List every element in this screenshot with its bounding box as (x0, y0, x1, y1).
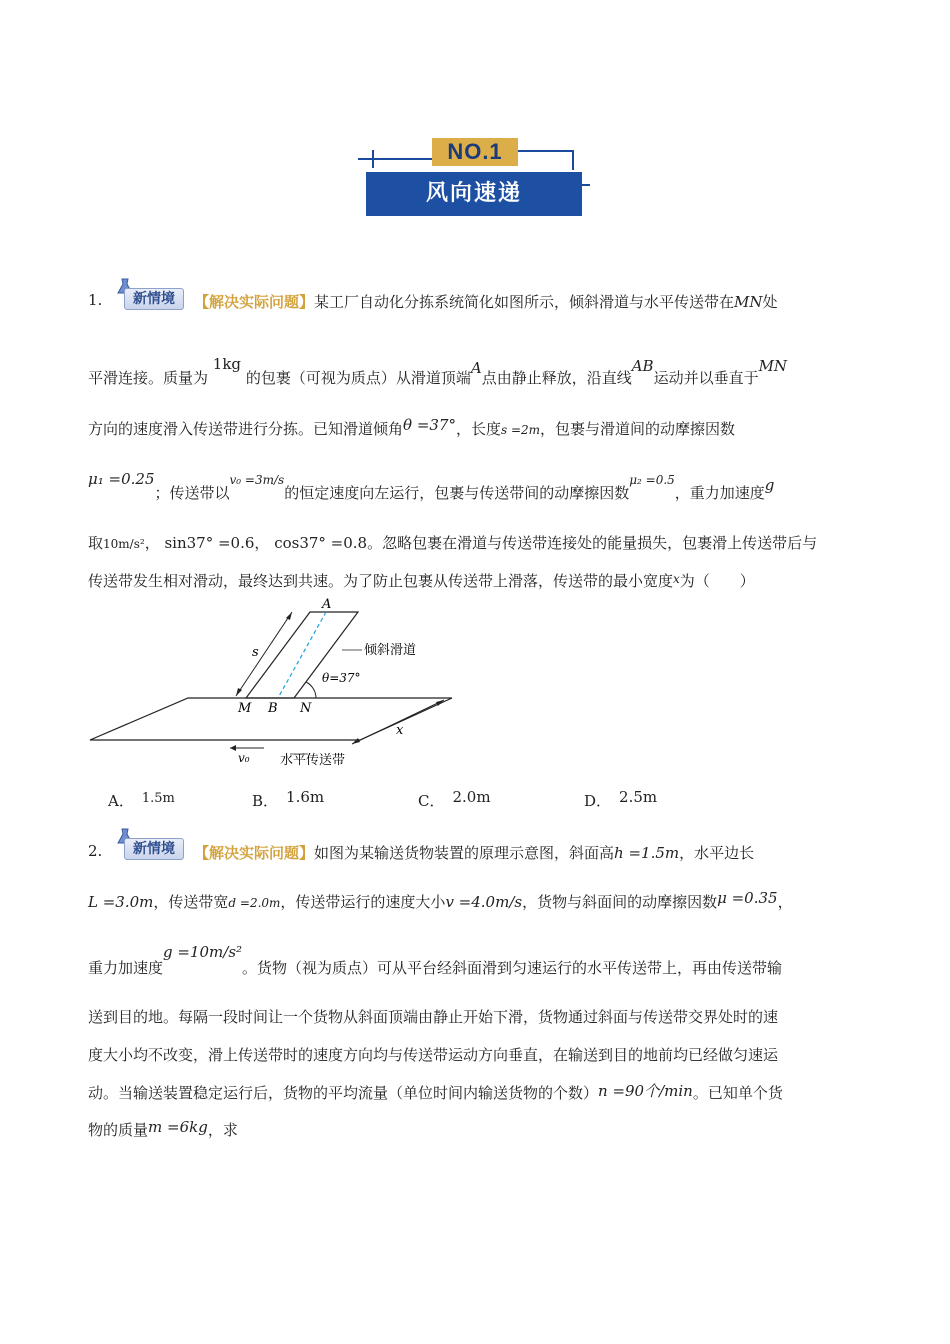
question-text-line (194, 291, 778, 312)
question-text: ，重力加速度 (674, 484, 765, 502)
question-text: 某工厂自动化分拣系统简化如图所示，倾斜滑道与水平传送带在 (314, 293, 735, 311)
question-text: ，水平边长 (679, 844, 755, 862)
math-value: sin37° =0.6 (164, 534, 255, 552)
question-text: 平滑连接。质量为 (88, 369, 209, 387)
badge-line (582, 184, 590, 186)
question-text: 为（ ） (679, 572, 755, 590)
new-context-label: 新情境 (124, 288, 184, 310)
question-text-line (88, 355, 788, 388)
option-letter: B． (252, 792, 279, 810)
math-value: s =2m (501, 423, 541, 437)
badge-line (372, 150, 374, 168)
question-text-line (88, 1119, 238, 1140)
angle-arc (306, 682, 316, 698)
math-value: n =90个/min (598, 1082, 693, 1100)
math-value: μ₁ =0.25 (88, 470, 155, 488)
section-badge (358, 136, 590, 220)
question-text-line (88, 468, 775, 502)
math-value: m =6kg (148, 1118, 208, 1136)
math-symbol: AB (631, 357, 654, 375)
question-tag: 【解决实际问题】 (194, 293, 315, 311)
option-value: 1.5m (141, 791, 175, 806)
question-text: 动。当输送装置稳定运行后，货物的平均流量（单位时间内输送货物的个数） (88, 1084, 599, 1102)
label-a: A (322, 597, 332, 612)
belt-label: 水平传送带 (280, 753, 346, 768)
conveyor-diagram (80, 596, 470, 776)
question-text: 如图为某输送货物装置的原理示意图，斜面高 (314, 844, 615, 862)
badge-line (572, 150, 574, 170)
question-text: 的恒定速度向左运行，包裹与传送带间的动摩擦因数 (284, 484, 630, 502)
math-value: cos37° =0.8 (274, 534, 368, 552)
question-text-line: 取10m/s²， sin37° =0.6， cos37° =0.8。忽略包裹在滑道与传送带连接处的能量损失，包裹滑上传送带后与 (88, 534, 818, 552)
question-text: 传送带发生相对滑动，最终达到共速。为了防止包裹从传送带上滑落，传送带的最小宽度 (88, 572, 674, 590)
math-value: v₀ =3m/s (229, 473, 285, 487)
option-value: 2.0m (452, 788, 491, 806)
question-text-line (88, 891, 793, 912)
question-text: 方向的速度滑入传送带进行分拣。已知滑道倾角 (88, 420, 404, 438)
arrow-head (230, 745, 236, 751)
math-value: d =2.0m (228, 896, 281, 910)
question-text: 点由静止释放，沿直线 (481, 369, 632, 387)
label-m: M (238, 701, 252, 716)
math-symbol: x (673, 572, 680, 586)
option-letter: D． (584, 792, 612, 810)
option-b[interactable] (252, 790, 324, 811)
question-tag: 【解决实际问题】 (194, 844, 315, 862)
arrow-head (352, 738, 360, 744)
math-value: v =4.0m/s (445, 893, 523, 911)
question-text: ，长度 (455, 420, 501, 438)
question-text: 重力加速度 (88, 959, 164, 977)
label-x: x (396, 723, 404, 738)
question-text-line (194, 842, 754, 863)
option-value: 1.6m (286, 788, 325, 806)
question-text: 运动并以垂直于 (653, 369, 759, 387)
question-text: ，货物与斜面间的动摩擦因数 (522, 893, 718, 911)
label-n: N (300, 701, 312, 716)
question-text-line (88, 1082, 783, 1103)
question-text-line: 度大小均不改变，滑上传送带时的速度方向均与传送带运动方向垂直，在输送到目的地前均已经做匀速运 (88, 1046, 779, 1064)
math-symbol: A (470, 359, 482, 377)
path-ab-line (278, 612, 326, 698)
option-value: 2.5m (619, 788, 658, 806)
badge-line (518, 150, 574, 152)
question-text: ， (777, 893, 793, 911)
math-value: L =3.0m (88, 893, 154, 911)
badge-line (358, 158, 432, 160)
math-value: μ₂ =0.5 (629, 473, 675, 487)
question-number: 2. (88, 842, 103, 860)
question-text: ，传送带运行的速度大小 (280, 893, 446, 911)
math-symbol: MN (758, 357, 788, 375)
length-arrow (236, 612, 292, 696)
question-text: 。忽略包裹在滑道与传送带连接处的能量损失，包裹滑上传送带后与 (367, 534, 818, 552)
new-context-label: 新情境 (124, 838, 184, 860)
badge-number: NO.1 (432, 138, 518, 166)
question-text-line (88, 943, 783, 978)
label-b: B (268, 701, 278, 716)
math-value: g =10m/s² (163, 943, 243, 961)
math-value: θ =37° (403, 416, 456, 434)
question-text: 处 (762, 293, 778, 311)
question-text: 的包裹（可视为质点）从滑道顶端 (245, 369, 471, 387)
label-v0: v₀ (238, 751, 250, 765)
option-a[interactable] (108, 790, 175, 811)
option-letter: C． (418, 792, 445, 810)
question-text: ，包裹与滑道间的动摩擦因数 (540, 420, 736, 438)
math-symbol: MN (734, 293, 763, 311)
question-text: ，传送带宽 (153, 893, 229, 911)
question-text-line: 送到目的地。每隔一段时间让一个货物从斜面顶端由静止开始下滑，货物通过斜面与传送带交界处时的速 (88, 1008, 779, 1026)
angle-label: θ=37° (322, 671, 361, 685)
question-text: ；传送带以 (154, 484, 230, 502)
label-s: s (252, 645, 259, 660)
math-value: 10m/s² (103, 537, 145, 551)
math-value: μ =0.35 (717, 889, 778, 907)
new-context-tag (116, 286, 182, 308)
question-text: ，求 (207, 1121, 238, 1139)
new-context-tag (116, 836, 182, 858)
question-text: 取 (88, 534, 104, 552)
option-letter: A． (108, 792, 134, 810)
math-symbol: g (764, 476, 775, 494)
question-number: 1. (88, 291, 103, 309)
question-text: 。货物（视为质点）可从平台经斜面滑到匀速运行的水平传送带上，再由传送带输 (242, 959, 783, 977)
slide-label: 倾斜滑道 (364, 643, 417, 658)
math-value: h =1.5m (614, 844, 680, 862)
question-text-line (88, 570, 755, 591)
question-text: 物的质量 (88, 1121, 149, 1139)
option-c[interactable] (418, 790, 491, 811)
math-value: 1kg (212, 355, 242, 373)
question-text-line (88, 418, 735, 439)
option-d[interactable] (584, 790, 657, 811)
question-text: 。已知单个货 (692, 1084, 783, 1102)
badge-title: 风向速递 (366, 172, 582, 216)
